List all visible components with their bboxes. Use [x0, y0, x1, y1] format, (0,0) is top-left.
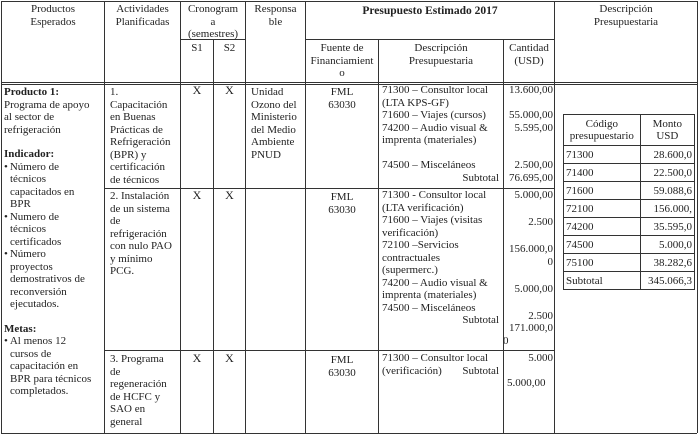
row2-fuente: FML 63030	[328, 191, 356, 216]
summary-total-row: Subtotal 345.066,3	[564, 272, 695, 290]
header-s1: S1	[191, 42, 203, 54]
responsable-cell: Unidad Ozono del Ministerio del Medio Ambiente PNUD	[251, 86, 297, 161]
summary-table	[563, 114, 695, 290]
header-productos: Productos Esperados	[30, 3, 76, 28]
row3-s2-mark: X	[225, 351, 234, 365]
row2-s2-mark: X	[225, 188, 234, 202]
table-row: 74500 5.000,0	[564, 236, 695, 254]
row3-subtotal-amount: 5.000,00	[507, 377, 546, 389]
row1-s2-mark: X	[225, 83, 234, 97]
header-presupuesto: Presupuesto Estimado 2017	[362, 5, 498, 17]
row3-amounts: 5.000	[528, 352, 553, 364]
header-cronograma: Cronogram a (semestres)	[187, 3, 239, 40]
row2-s1-mark: X	[192, 188, 202, 202]
table-row: 75100 38.282,6	[564, 254, 695, 272]
row1-amounts: 13.600,00 55.000,00 5.595,00 2.500,00 76.695,00	[509, 84, 553, 184]
row1-fuente: FML 63030	[328, 86, 356, 111]
producto-cell: Producto 1: Programa de apoyo al sector de refrigeración Indicador: • Número de técnicos capacitados en BPR • Numero de técnicos certificados • Número proyectos demostrativos de reconversión ejecutados. Metas: • Al menos 12 cursos de capacitación en BPR para técnicos completados.	[4, 86, 91, 398]
table-row: 72100 156.000,	[564, 200, 695, 218]
header-s2: S2	[223, 42, 236, 54]
row3-desc: 71300 – Consultor local (verificación) Subtotal	[382, 352, 499, 377]
actividad-1: 1. Capacitación en Buenas Prácticas de Refrigeración (BPR) y certificación de técnicos	[110, 86, 171, 186]
table-row: 74200 35.595,0	[564, 218, 695, 236]
header-cantidad: Cantidad (USD)	[509, 42, 549, 67]
table-row: 71400 22.500,0	[564, 164, 695, 182]
header-fuente: Fuente de Financiamient o	[310, 42, 374, 79]
row2-amounts: 5.000,00 2.500 156.000,0 0 5.000,00 2.500 171.000,0 0	[503, 189, 553, 347]
header-descripcion: Descripción Presupuestaria	[408, 42, 474, 67]
row2-desc: 71300 - Consultor local (LTA verificación) 71600 – Viajes (visitas verificación) 72100 –Servicios contractuales (supermerc.) 74200 – Audio visual & imprenta (materiales) 74500 – Misceláneos Subtotal	[382, 189, 499, 326]
header-actividades: Actividades Planificadas	[115, 3, 170, 28]
header-responsable: Responsa ble	[254, 3, 297, 28]
row1-desc: 71300 – Consultor local (LTA KPS-GF) 71600 – Viajes (cursos) 74200 – Audio visual & imprenta (materiales) 74500 – Misceláneos Subtotal	[382, 84, 499, 184]
table-row: 71600 59.088,6	[564, 182, 695, 200]
actividad-3: 3. Programa de regeneración de HCFC y SAO en general	[110, 353, 167, 428]
header-descripcion-right: Descripción Presupuestaria	[593, 3, 659, 28]
row3-s1-mark: X	[192, 351, 202, 365]
summary-header-amount: Monto USD	[640, 115, 694, 146]
summary-header-code: Código presupuestario	[564, 115, 641, 146]
row3-fuente: FML 63030	[328, 354, 356, 379]
table-row: 71300 28.600,0	[564, 146, 695, 164]
row1-s1-mark: X	[192, 83, 202, 97]
actividad-2: 2. Instalación de un sistema de refrigeración con nulo PAO y mínimo PCG.	[110, 190, 172, 277]
